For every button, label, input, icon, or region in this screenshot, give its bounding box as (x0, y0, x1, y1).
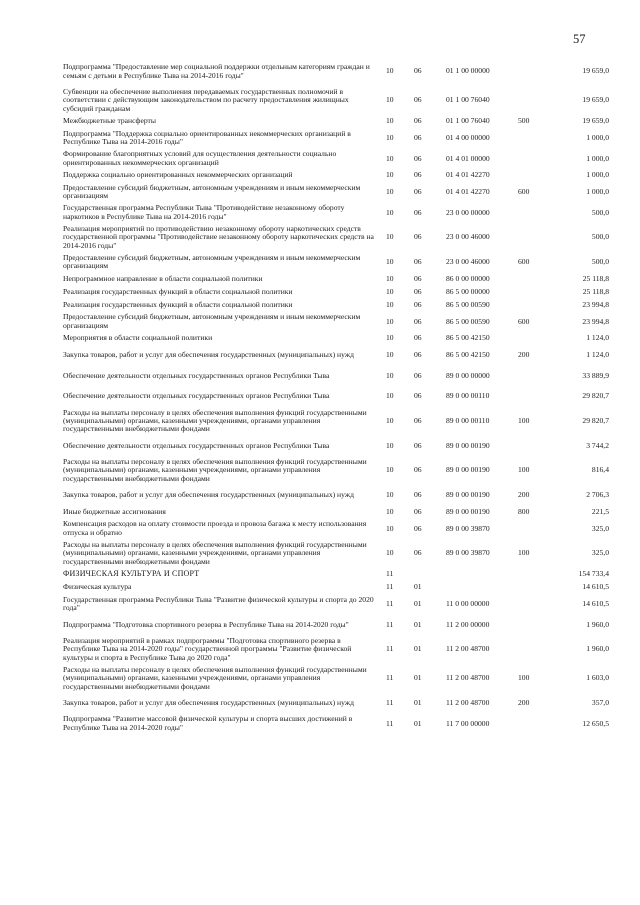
row-expense-type (518, 594, 554, 615)
row-section: 10 (386, 273, 394, 283)
row-section: 10 (386, 153, 394, 163)
row-subsection: 06 (414, 370, 422, 380)
row-subsection: 01 (414, 599, 422, 609)
row-target-code: 86 5 00 00000 (446, 286, 490, 296)
row-expense-type (518, 519, 554, 540)
row-expense-type (518, 57, 554, 86)
row-amount: 325,0 (591, 548, 609, 558)
row-name: Подпрограмма "Поддержка социально ориентированных некоммерческих организаций в Республике Тыва на 2014-2016 годы" (63, 128, 351, 147)
row-section: 10 (386, 391, 394, 401)
row-amount: 1 603,0 (586, 673, 609, 683)
row-expense-type (518, 299, 554, 312)
row-subsection: 06 (414, 286, 422, 296)
row-expense-type: 200 (518, 698, 530, 708)
row-amount: 29 820,7 (582, 415, 609, 425)
table-row (63, 664, 609, 693)
row-expense-type: 100 (518, 415, 530, 425)
row-expense-type: 600 (518, 316, 530, 326)
row-amount: 1 000,0 (586, 133, 609, 143)
row-subsection: 06 (414, 333, 422, 343)
row-name: Расходы на выплаты персоналу в целях обеспечения выполнения функций государственными (муниципальными) органами, казенными учреждениями, органами управления государственными внебюджетными фондами (63, 407, 367, 434)
row-amount: 23 994,8 (582, 316, 609, 326)
row-section: 11 (386, 673, 394, 683)
row-name: Обеспечение деятельности отдельных государственных органов Республики Тыва (63, 370, 330, 380)
row-target-code: 86 5 00 42150 (446, 333, 490, 343)
table-row (63, 635, 609, 664)
row-section: 11 (386, 582, 394, 592)
row-target-code: 01 4 01 42270 (446, 170, 490, 180)
row-amount: 500,0 (591, 232, 609, 242)
row-section: 10 (386, 257, 394, 267)
table-row (63, 407, 609, 436)
table-row (63, 693, 609, 714)
row-amount: 500,0 (591, 207, 609, 217)
row-section: 11 (386, 619, 394, 629)
row-name: Закупка товаров, работ и услуг для обеспечения государственных (муниципальных) нужд (63, 698, 354, 708)
row-amount: 1 124,0 (586, 350, 609, 360)
row-section: 10 (386, 370, 394, 380)
row-expense-type (518, 128, 554, 149)
row-expense-type (518, 615, 554, 636)
row-expense-type: 500 (518, 116, 530, 126)
row-section: 10 (386, 333, 394, 343)
row-target-code: 86 5 00 42150 (446, 350, 490, 360)
row-name: Обеспечение деятельности отдельных государственных органов Республики Тыва (63, 391, 330, 401)
row-target-code (446, 581, 518, 594)
row-name: Подпрограмма "Предоставление мер социальной поддержки отдельным категориям граждан и семьям с детьми в Республике Тыва на 2014-2016 годы" (63, 62, 370, 80)
row-subsection: 06 (414, 133, 422, 143)
row-subsection: 06 (414, 391, 422, 401)
table-row (63, 286, 609, 299)
row-target-code: 89 0 00 00110 (446, 391, 490, 401)
table-row (63, 273, 609, 286)
row-section: 10 (386, 95, 394, 105)
row-amount: 357,0 (591, 698, 609, 708)
row-expense-type (518, 149, 554, 170)
row-subsection: 06 (414, 153, 422, 163)
row-target-code: 89 0 00 39870 (446, 548, 490, 558)
row-section: 10 (386, 170, 394, 180)
table-row (63, 456, 609, 485)
row-target-code: 11 0 00 00000 (446, 599, 490, 609)
row-expense-type: 200 (518, 350, 530, 360)
table-row (63, 223, 609, 252)
row-expense-type (518, 581, 554, 594)
row-name: Предоставление субсидий бюджетным, автономным учреждениям и иным некоммерческим организациям (63, 252, 361, 271)
row-name: Иные бюджетные ассигнования (63, 506, 166, 516)
row-subsection: 06 (414, 548, 422, 558)
row-name: Государственная программа Республики Тыва "Противодействие незаконному обороту наркотиков в Республике Тыва на 2014-2016 годы" (63, 203, 345, 221)
row-name: Расходы на выплаты персоналу в целях обеспечения выполнения функций государственными (муниципальными) органами, казенными учреждениями, органами управления государственными внебюджетными фондами (63, 540, 367, 566)
row-section: 10 (386, 316, 394, 326)
row-target-code: 01 1 00 76040 (446, 95, 490, 105)
table-row (63, 115, 609, 128)
row-amount: 2 706,3 (586, 490, 609, 500)
row-amount: 25 118,8 (582, 286, 609, 296)
row-expense-type (518, 635, 554, 664)
row-target-code: 11 7 00 00000 (446, 718, 490, 728)
row-section: 10 (386, 350, 394, 360)
row-target-code: 01 1 00 00000 (446, 66, 490, 76)
row-expense-type (518, 436, 554, 457)
row-amount: 19 659,0 (582, 116, 609, 126)
table-row (63, 332, 609, 345)
row-target-code: 23 0 00 00000 (446, 207, 490, 217)
row-subsection: 06 (414, 523, 422, 533)
row-name: Закупка товаров, работ и услуг для обеспечения государственных (муниципальных) нужд (63, 490, 354, 500)
row-name: Обеспечение деятельности отдельных государственных органов Республики Тыва (63, 440, 330, 450)
row-subsection: 06 (414, 415, 422, 425)
table-row (63, 436, 609, 457)
table-row (63, 203, 609, 224)
row-name: Предоставление субсидий бюджетным, автономным учреждениям и иным некоммерческим организациям (63, 312, 361, 330)
row-subsection: 06 (414, 506, 422, 516)
row-target-code: 11 2 00 00000 (446, 619, 490, 629)
row-name: Расходы на выплаты персоналу в целях обеспечения выполнения функций государственными (муниципальными) органами, казенными учреждениями, органами управления государственными внебюджетными фондами (63, 457, 367, 483)
row-section: 10 (386, 415, 394, 425)
row-section: 10 (386, 66, 394, 76)
row-amount: 221,5 (591, 506, 609, 516)
row-subsection: 01 (414, 644, 422, 654)
row-subsection: 01 (414, 718, 422, 728)
row-subsection: 01 (414, 619, 422, 629)
row-target-code: 01 4 01 00000 (446, 153, 490, 163)
row-subsection: 06 (414, 95, 422, 105)
table-row (63, 299, 609, 312)
row-section: 10 (386, 133, 394, 143)
table-row (63, 539, 609, 568)
row-name: Закупка товаров, работ и услуг для обеспечения государственных (муниципальных) нужд (63, 350, 354, 360)
row-expense-type: 100 (518, 465, 530, 475)
table-row (63, 169, 609, 182)
row-expense-type (518, 203, 554, 224)
row-subsection: 06 (414, 232, 422, 242)
row-section: 10 (386, 465, 394, 475)
table-row (63, 366, 609, 387)
row-name: ФИЗИЧЕСКАЯ КУЛЬТУРА И СПОРТ (63, 569, 200, 579)
row-amount: 29 820,7 (582, 391, 609, 401)
row-target-code: 01 1 00 76040 (446, 116, 490, 126)
row-target-code: 86 5 00 00590 (446, 316, 490, 326)
row-section: 10 (386, 548, 394, 558)
row-amount: 1 000,0 (586, 153, 609, 163)
row-section: 10 (386, 232, 394, 242)
row-subsection: 01 (414, 582, 422, 592)
table-row (63, 386, 609, 407)
row-amount: 19 659,0 (582, 66, 609, 76)
row-target-code: 89 0 00 00190 (446, 465, 490, 475)
table-row (63, 615, 609, 636)
table-row (63, 714, 609, 735)
row-name: Реализация государственных функций в области социальной политики (63, 286, 293, 296)
table-row (63, 345, 609, 366)
row-target-code: 11 2 00 48700 (446, 698, 490, 708)
row-section: 10 (386, 207, 394, 217)
row-target-code: 86 5 00 00590 (446, 299, 490, 309)
row-target-code: 11 2 00 48700 (446, 644, 490, 654)
row-expense-type (518, 366, 554, 387)
row-amount: 1 960,0 (586, 619, 609, 629)
row-name: Подпрограмма "Подготовка спортивного резерва в Республике Тыва на 2014-2020 годы" (63, 619, 349, 629)
row-target-code (446, 568, 518, 581)
row-subsection (406, 568, 446, 581)
row-expense-type (518, 386, 554, 407)
row-target-code: 11 2 00 48700 (446, 673, 490, 683)
row-amount: 33 889,9 (582, 370, 609, 380)
row-target-code: 89 0 00 39870 (446, 523, 490, 533)
row-subsection: 06 (414, 440, 422, 450)
row-name: Субвенции на обеспечение выполнения передаваемых государственных полномочий в соответствии с действующим законодательством по расчету предоставления жилищных субсидий гражданам (63, 87, 349, 113)
row-subsection: 06 (414, 207, 422, 217)
row-target-code: 89 0 00 00110 (446, 415, 490, 425)
row-section: 10 (386, 440, 394, 450)
row-expense-type (518, 273, 554, 286)
table-row (63, 568, 609, 581)
row-section: 10 (386, 490, 394, 500)
row-amount: 23 994,8 (582, 299, 609, 309)
row-amount: 14 610,5 (582, 582, 609, 592)
table-row (63, 581, 609, 594)
row-expense-type (518, 86, 554, 115)
row-target-code: 89 0 00 00190 (446, 506, 490, 516)
row-amount: 325,0 (591, 523, 609, 533)
row-expense-type (518, 568, 554, 581)
row-subsection: 06 (414, 350, 422, 360)
row-amount: 1 000,0 (586, 187, 609, 197)
row-expense-type (518, 286, 554, 299)
row-target-code: 01 4 01 42270 (446, 187, 490, 197)
row-subsection: 06 (414, 170, 422, 180)
row-target-code: 89 0 00 00190 (446, 440, 490, 450)
page-number: 57 (573, 32, 586, 46)
row-name: Формирование благоприятных условий для осуществления деятельности социально ориентированных некоммерческих организаций (63, 149, 337, 167)
row-target-code: 86 0 00 00000 (446, 273, 490, 283)
row-subsection: 06 (414, 490, 422, 500)
row-amount: 816,4 (591, 465, 609, 475)
row-expense-type (518, 169, 554, 182)
row-expense-type (518, 223, 554, 252)
table-row (63, 57, 609, 86)
row-amount: 25 118,8 (582, 273, 609, 283)
row-section: 11 (386, 569, 394, 579)
row-name: Мероприятия в области социальной политики (63, 333, 213, 343)
row-section: 10 (386, 523, 394, 533)
row-amount: 12 650,5 (582, 718, 609, 728)
table-row (63, 519, 609, 540)
row-expense-type: 100 (518, 548, 530, 558)
row-amount: 1 960,0 (586, 644, 609, 654)
row-subsection: 01 (414, 698, 422, 708)
table-row (63, 252, 609, 273)
row-name: Непрограммное направление в области социальной политики (63, 273, 263, 283)
row-amount: 1 124,0 (586, 333, 609, 343)
row-target-code: 89 0 00 00190 (446, 490, 490, 500)
table-row (63, 128, 609, 149)
row-target-code: 89 0 00 00000 (446, 370, 490, 380)
row-name: Подпрограмма "Развитие массовой физической культуры и спорта высших достижений в Республике Тыва на 2014-2020 годы" (63, 714, 353, 732)
row-name: Реализация государственных функций в области социальной политики (63, 299, 293, 309)
row-amount: 500,0 (591, 257, 609, 267)
row-name: Поддержка социально ориентированных некоммерческих организаций (63, 170, 293, 180)
budget-table (63, 57, 609, 734)
table-row (63, 182, 609, 203)
row-amount: 3 744,2 (586, 440, 609, 450)
table-row (63, 485, 609, 506)
table-row (63, 312, 609, 333)
row-expense-type: 100 (518, 673, 530, 683)
row-amount: 14 610,5 (582, 599, 609, 609)
row-subsection: 06 (414, 316, 422, 326)
row-expense-type: 600 (518, 257, 530, 267)
table-row (63, 594, 609, 615)
row-amount: 154 733,4 (578, 569, 609, 579)
row-name: Государственная программа Республики Тыва "Развитие физической культуры и спорта до 2020 года" (63, 594, 374, 613)
row-section: 10 (386, 286, 394, 296)
row-section: 10 (386, 116, 394, 126)
row-target-code: 01 4 00 00000 (446, 133, 490, 143)
row-subsection: 06 (414, 116, 422, 126)
row-subsection: 06 (414, 66, 422, 76)
row-subsection: 06 (414, 299, 422, 309)
row-subsection: 06 (414, 465, 422, 475)
row-section: 10 (386, 187, 394, 197)
table-row (63, 506, 609, 519)
row-name: Реализация мероприятий в рамках подпрограммы "Подготовка спортивного резерва в Республике Тыва на 2014-2020 годы" государственной программы "Развитие физической культуры и спорта в Республике Тыва до 2020 года" (63, 636, 352, 662)
row-expense-type: 800 (518, 506, 530, 516)
row-subsection: 01 (414, 673, 422, 683)
table-row (63, 86, 609, 115)
row-subsection: 06 (414, 257, 422, 267)
row-expense-type (518, 332, 554, 345)
row-name: Предоставление субсидий бюджетным, автономным учреждениям и иным некоммерческим организациям (63, 182, 361, 201)
row-name: Межбюджетные трансферты (63, 116, 156, 126)
row-amount: 1 000,0 (586, 170, 609, 180)
row-subsection: 06 (414, 187, 422, 197)
row-section: 10 (386, 299, 394, 309)
row-name: Расходы на выплаты персоналу в целях обеспечения выполнения функций государственными (муниципальными) органами, казенными учреждениями, органами управления государственными внебюджетными фондами (63, 665, 367, 691)
table-row (63, 149, 609, 170)
row-name: Компенсация расходов на оплату стоимости проезда и провоза багажа к месту использования отпуска и обратно (63, 519, 367, 537)
row-expense-type: 600 (518, 187, 530, 197)
row-name: Физическая культура (63, 582, 132, 592)
row-target-code: 23 0 00 46000 (446, 257, 490, 267)
row-subsection: 06 (414, 273, 422, 283)
row-name: Реализация мероприятий по противодействию незаконному обороту наркотических средств государственной программы "Противодействие незаконному обороту наркотических средств на 2014-2016 годы" (63, 224, 374, 250)
row-section: 11 (386, 599, 394, 609)
row-amount: 19 659,0 (582, 95, 609, 105)
row-section: 11 (386, 718, 394, 728)
row-expense-type: 200 (518, 490, 530, 500)
row-expense-type (518, 714, 554, 735)
row-target-code: 23 0 00 46000 (446, 232, 490, 242)
row-section: 11 (386, 698, 394, 708)
row-section: 11 (386, 644, 394, 654)
row-section: 10 (386, 506, 394, 516)
